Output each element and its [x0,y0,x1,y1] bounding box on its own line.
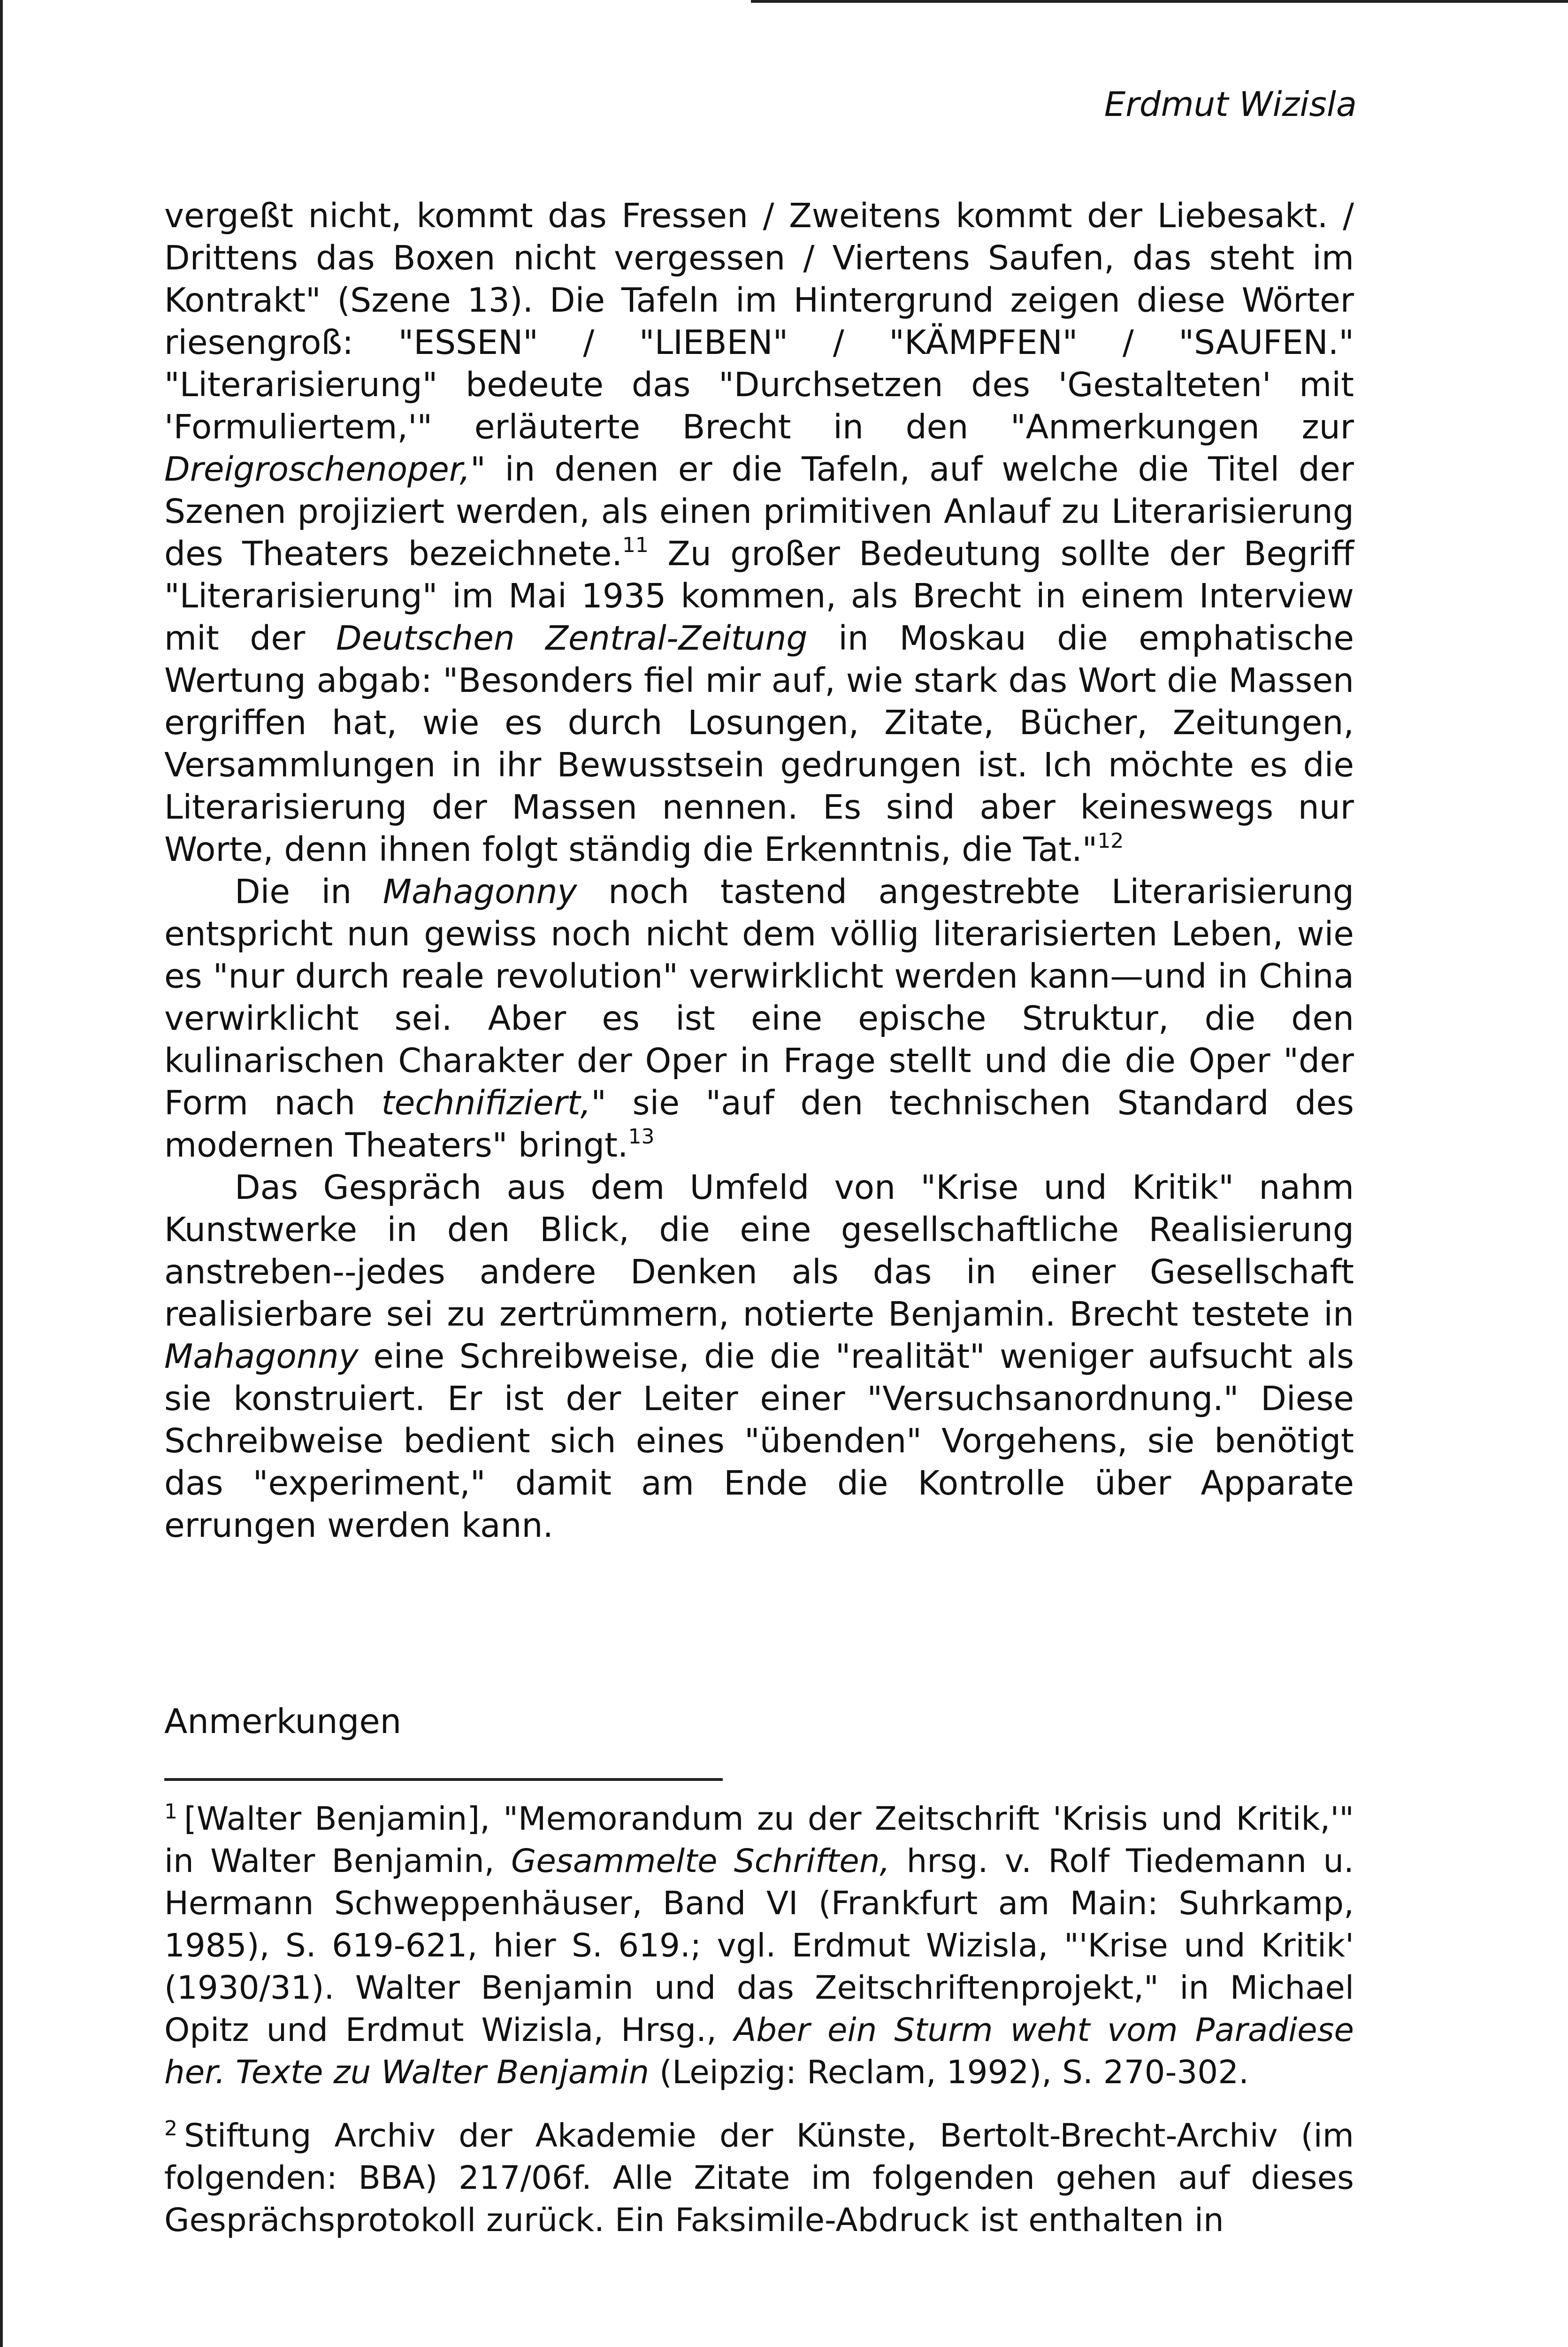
footnote-number: 1 [164,1800,177,1824]
text-run: Stiftung Archiv der Akademie der Künste, Bertolt-Brecht-Archiv (im folgenden: BBA) 217/06f. Alle Zitate im folgenden gehen auf dieses Gesprächsprotokoll zurück. Ein Faksimile-Abdruck ist enthalten in [164,2117,1354,2239]
footnote-1 [164,1798,1354,2094]
paragraph-1 [164,195,1354,871]
text-run: eine Schreibweise, die die "realität" weniger aufsucht als sie konstruiert. Er ist der Leiter einer "Versuchsanordnung." Diese Schreibweise bedient sich eines "übenden" Vorgehens, sie benötigt das "experiment," damit am Ende die Kontrolle über Apparate errungen werden kann. [164,1337,1354,1545]
body-text [164,195,1354,1547]
text-run: noch tastend angestrebte Literarisierung entspricht nun gewiss noch nicht dem völlig literarisierten Leben, wie es "nur durch reale revolution" verwirklicht werden kann—und in China verwirklicht sei. Aber es ist eine epische Struktur, die den kulinarischen Charakter der Oper in Frage stellt und die die Oper "der Form nach [164,872,1354,1122]
text-run: [Walter Benjamin], "Memorandum zu der Zeitschrift 'Krisis und Kritik,'" in Walter Benjamin, [164,1800,1354,1880]
running-head-author: Erdmut Wizisla [1104,84,1357,124]
footnote-marker: 11 [622,533,649,557]
text-run: vergeßt nicht, kommt das Fressen / Zweitens kommt der Liebesakt. / Drittens das Boxen nicht vergessen / Viertens Saufen, das steht im Kontrakt" (Szene 13). Die Tafeln im Hintergrund zeigen diese Wörter riesengroß: "ESSEN" / "LIEBEN" / "KÄMPFEN" / "SAUFEN." "Literarisierung" bedeute das "Durchsetzen des 'Gestalteten' mit 'Formuliertem,'" erläuterte Brecht in den "Anmerkungen zur [164,196,1354,446]
footnotes [164,1798,1354,2263]
italic-title: Mahagonny [382,872,577,911]
paragraph-3 [164,1166,1354,1547]
text-run: Zu großer Bedeutung sollte der Begriff "Literarisierung" im Mai 1935 kommen, als Brecht in einem Interview mit der [164,534,1354,658]
scan-border-top [751,0,1568,3]
notes-heading: Anmerkungen [164,1702,402,1741]
scan-border-left [0,0,3,2347]
text-run: Das Gespräch aus dem Umfeld von "Krise und Kritik" nahm Kunstwerke in den Blick, die eine gesellschaftliche Realisierung anstreben--jedes andere Denken als das in einer Gesellschaft realisierbare sei zu zertrümmern, notierte Benjamin. Brecht testete in [164,1168,1354,1334]
italic-title: Gesammelte Schriften, [511,1842,890,1880]
italic-title: Mahagonny [164,1337,359,1376]
italic-term: technifiziert, [381,1083,591,1122]
text-run: Die in [235,872,383,911]
text-run: in Moskau die emphatische Wertung abgab: "Besonders fiel mir auf, wie stark das Wort die Massen ergriffen hat, wie es durch Losungen, Zitate, Bücher, Zeitungen, Versammlungen in ihr Bewusstsein gedrungen ist. Ich möchte es die Literarisierung der Massen nennen. Es sind aber keineswegs nur Worte, denn ihnen folgt ständig die Erkenntnis, die Tat." [164,619,1354,869]
text-run: (Leipzig: Reclam, 1992), S. 270-302. [649,2054,1249,2091]
text-run: hrsg. v. Rolf Tiedemann u. Hermann Schweppenhäuser, Band VI (Frankfurt am Main: Suhrkamp, 1985), S. 619-621, hier S. 619.; vgl. Erdmut Wizisla, "'Krise und Kritik' (1930/31). Walter Benjamin und das Zeitschriftenprojekt," in Michael Opitz und Erdmut Wizisla, Hrsg., [164,1842,1354,2049]
italic-title: Aber ein Sturm weht vom Paradiese her. Texte zu Walter Benjamin [164,2011,1354,2091]
text-run: " sie "auf den technischen Standard des modernen Theaters" bringt. [164,1083,1354,1165]
footnote-2 [164,2115,1354,2241]
footnote-number: 2 [164,2117,177,2140]
footnote-marker: 12 [1097,829,1124,853]
italic-title: Deutschen Zentral-Zeitung [336,619,808,658]
text-run: " in denen er die Tafeln, auf welche die Titel der Szenen projiziert werden, als einen primitiven Anlauf zu Literarisierung des Theaters bezeichnete. [164,450,1354,573]
footnote-rule [164,1778,723,1781]
italic-title: Dreigroschenoper, [164,450,471,489]
paragraph-2 [164,871,1354,1166]
footnote-marker: 13 [628,1125,655,1149]
